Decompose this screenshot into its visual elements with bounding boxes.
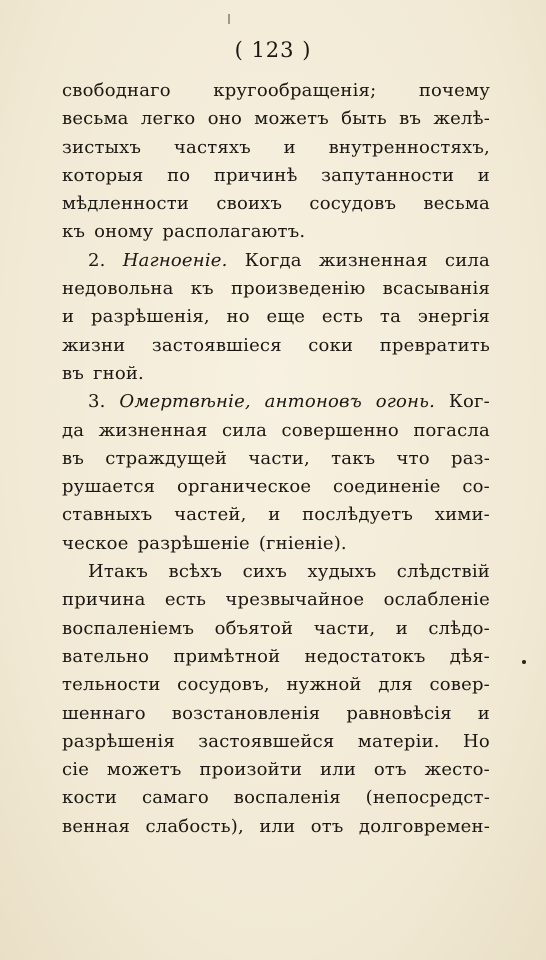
text-line xyxy=(62,784,490,812)
text-line xyxy=(62,501,490,529)
word: оно xyxy=(207,108,242,130)
word: энергія xyxy=(417,306,490,328)
word: воспаленіемъ xyxy=(62,617,195,639)
word: соки xyxy=(308,334,354,356)
word: и xyxy=(477,164,490,186)
word: шеннаго xyxy=(62,702,146,724)
word: или xyxy=(259,815,296,837)
word: всѣхъ xyxy=(168,561,223,583)
word: желѣ- xyxy=(433,108,490,130)
word: сосудовъ, xyxy=(177,674,270,696)
text-line xyxy=(62,303,490,331)
word: Омертвѣніе, xyxy=(119,391,251,413)
word: своихъ xyxy=(216,193,283,215)
word: весьма xyxy=(423,193,490,215)
word: частей, xyxy=(174,504,247,526)
word: въ xyxy=(62,447,84,469)
word: мѣдленности xyxy=(62,193,190,215)
ink-spot xyxy=(522,660,526,664)
text-line xyxy=(62,417,490,445)
text-line xyxy=(62,728,490,756)
word: сихъ xyxy=(242,561,288,583)
word: Ког- xyxy=(448,391,490,413)
word: есть xyxy=(321,306,364,328)
text-line xyxy=(62,643,490,671)
word: зистыхъ xyxy=(62,136,142,158)
word: къ xyxy=(62,221,86,243)
word: рушается xyxy=(62,476,156,498)
word: свободнаго xyxy=(62,80,171,101)
word: венная xyxy=(62,815,131,837)
word: да xyxy=(62,419,85,441)
word: соединеніе xyxy=(332,476,441,498)
text-line xyxy=(62,360,490,388)
word: совершенно xyxy=(281,419,399,441)
text-line xyxy=(62,77,490,105)
word: части, xyxy=(313,617,376,639)
word: произойти xyxy=(199,759,303,781)
word: легко xyxy=(140,108,196,130)
word: сіе xyxy=(62,759,90,781)
text-line xyxy=(62,813,490,841)
word: ческое xyxy=(62,532,129,554)
text-line xyxy=(62,586,490,614)
word: произведенію xyxy=(230,278,366,300)
word: въ xyxy=(399,108,422,130)
word: весьма xyxy=(62,108,129,130)
word: раз- xyxy=(451,447,490,469)
word: можетъ xyxy=(106,759,182,781)
word: органическое xyxy=(176,476,312,498)
word: но xyxy=(226,306,250,328)
word: разрѣшенія xyxy=(62,730,175,752)
word: погасла xyxy=(413,419,490,441)
text-line xyxy=(62,700,490,728)
word: (непосредст- xyxy=(365,787,490,809)
word: огонь. xyxy=(375,391,436,413)
word: (гніеніе). xyxy=(258,532,347,554)
word: слабость), xyxy=(145,815,244,837)
word: дѣя- xyxy=(449,645,490,667)
word: и xyxy=(268,504,281,526)
word: нужной xyxy=(286,674,362,696)
text-line xyxy=(62,190,490,218)
word: самаго xyxy=(141,787,209,809)
word: которыя xyxy=(62,164,144,186)
word: отъ xyxy=(373,759,407,781)
word: жизни xyxy=(62,334,126,356)
word: и xyxy=(395,617,408,639)
word: частяхъ xyxy=(173,136,251,158)
word: послѣдуетъ xyxy=(302,504,414,526)
word: возстановленія xyxy=(171,702,321,724)
word: худыхъ xyxy=(307,561,377,583)
word: запутанности xyxy=(321,164,455,186)
word: по xyxy=(167,164,191,186)
word: чрезвычайное xyxy=(225,589,365,611)
word: совер- xyxy=(429,674,490,696)
word: причинѣ xyxy=(213,164,298,186)
word: 3. xyxy=(88,391,106,413)
text-line xyxy=(62,445,490,473)
text-line xyxy=(62,615,490,643)
word: Но xyxy=(463,730,490,752)
word: со- xyxy=(462,476,490,498)
margin-mark xyxy=(228,14,230,24)
word: оному xyxy=(94,221,154,243)
word: части, xyxy=(248,447,310,469)
text-line xyxy=(62,275,490,303)
word: примѣтной xyxy=(173,645,281,667)
word: Когда xyxy=(244,249,302,271)
word: воспаленія xyxy=(233,787,341,809)
word: сила xyxy=(221,419,268,441)
word: сила xyxy=(444,249,490,271)
word: сосудовъ xyxy=(309,193,397,215)
text-line xyxy=(62,558,490,586)
word: недовольна xyxy=(62,278,174,300)
word: долговремен- xyxy=(358,815,490,837)
word: жесто- xyxy=(424,759,490,781)
word: въ xyxy=(62,362,84,384)
word: отъ xyxy=(310,815,344,837)
word: есть xyxy=(164,589,207,611)
word: антоновъ xyxy=(264,391,362,413)
word: превратить xyxy=(379,334,490,356)
word: къ xyxy=(190,278,214,300)
text-line xyxy=(62,530,490,558)
word: гной. xyxy=(93,362,144,384)
word: ставныхъ xyxy=(62,504,153,526)
word: матеріи. xyxy=(357,730,440,752)
page-number: ( 123 ) xyxy=(234,38,312,62)
word: или xyxy=(320,759,357,781)
word: слѣдо- xyxy=(428,617,490,639)
word: и xyxy=(283,136,296,158)
word: кости xyxy=(62,787,118,809)
word: разрѣшенія, xyxy=(90,306,210,328)
word: такъ xyxy=(331,447,376,469)
word: слѣдствій xyxy=(396,561,490,583)
text-line xyxy=(62,473,490,501)
word: почему xyxy=(418,80,490,101)
word: Нагноеніе. xyxy=(122,249,228,271)
word: хими- xyxy=(434,504,490,526)
word: для xyxy=(378,674,413,696)
word: жизненная xyxy=(98,419,208,441)
word: застоявшейся xyxy=(198,730,335,752)
text-line xyxy=(62,332,490,360)
word: жизненная xyxy=(318,249,428,271)
word: объятой xyxy=(214,617,294,639)
word: равновѣсія xyxy=(346,702,452,724)
word: и xyxy=(62,306,75,328)
text-line xyxy=(62,162,490,190)
word: что xyxy=(396,447,430,469)
word: всасыванія xyxy=(382,278,490,300)
word: причина xyxy=(62,589,146,611)
word: Итакъ xyxy=(88,561,149,583)
text-line xyxy=(62,134,490,162)
word: и xyxy=(477,702,490,724)
word: застоявшіеся xyxy=(151,334,282,356)
word: вательно xyxy=(62,645,150,667)
text-line xyxy=(62,218,490,246)
word: ослабленіе xyxy=(383,589,490,611)
word: внутренностяхъ, xyxy=(328,136,490,158)
word: быть xyxy=(341,108,387,130)
word: страждущей xyxy=(105,447,228,469)
word: разрѣшеніе xyxy=(137,532,250,554)
text-line xyxy=(62,105,490,133)
text-line xyxy=(62,247,490,275)
word: еще xyxy=(266,306,306,328)
text-line xyxy=(62,388,490,416)
word: кругообращенія; xyxy=(213,80,377,101)
text-line xyxy=(62,671,490,699)
word: тельности xyxy=(62,674,161,696)
word: та xyxy=(379,306,402,328)
word: недостатокъ xyxy=(304,645,426,667)
word: располагаютъ. xyxy=(162,221,306,243)
body-text xyxy=(62,77,490,841)
word: можетъ xyxy=(254,108,329,130)
text-line xyxy=(62,756,490,784)
word: 2. xyxy=(88,249,106,271)
